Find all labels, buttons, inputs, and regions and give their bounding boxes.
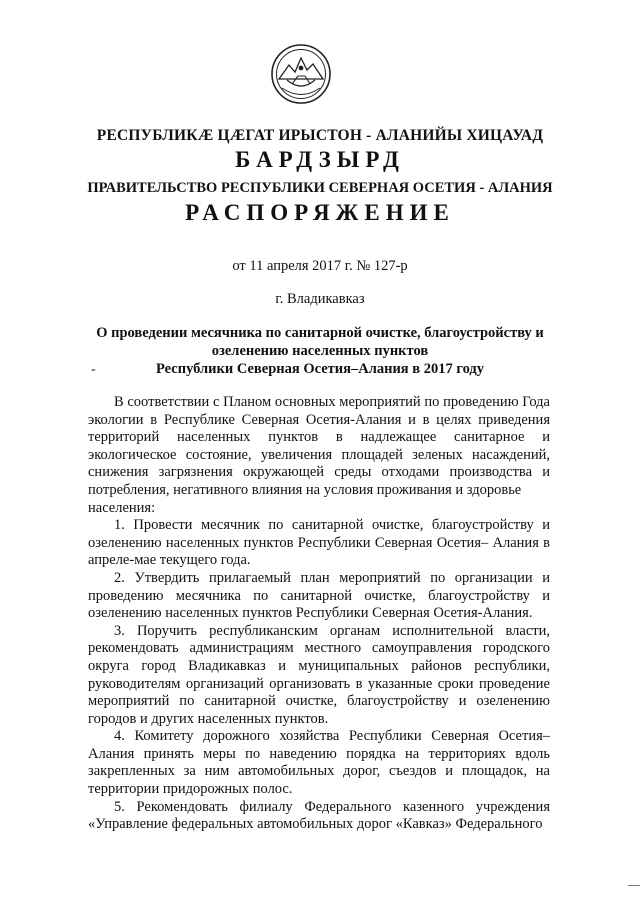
document-body — [88, 394, 550, 834]
intro-paragraph: В соответствии с Планом основных мероприятий по проведению Года экологии в Республике Северная Осетия-Алания и в целях приведения территорий населенных пунктов в надлежащее санитарное и экологическое состояние, увеличения площадей зеленых насаждений, снижения загрязнения окружающей среды отходами производства и потребления, негативного влияния на условия проживания и здоровье — [88, 394, 550, 498]
ossetian-document-type: БАРДЗЫРД — [235, 147, 405, 172]
title-line: озеленению населенных пунктов — [211, 343, 429, 359]
document-title — [60, 324, 580, 378]
title-line: О проведении месячника по санитарной очистке, благоустройству и — [96, 325, 544, 341]
coat-of-arms-emblem — [270, 43, 332, 105]
intro-paragraph-end: населения: — [88, 499, 156, 516]
list-item: 4. Комитету дорожного хозяйства Республики Северная Осетия–Алания принять меры по наведению порядка на территориях вдоль закрепленных за ним автомобильных дорог, съездов и площадок, на территории придорожных полос. — [88, 728, 550, 798]
ossetian-header: РЕСПУБЛИКÆ ЦÆГАТ ИРЫСТОН - АЛАНИЙЫ ХИЦАУАД — [96, 127, 544, 144]
list-item: 3. Поручить республиканским органам исполнительной власти, рекомендовать администрациям местного самоуправления городского округа город Владикавказ и муниципальных районов республики, руководителям организаций организовать в указанные сроки проведение мероприятий по санитарной очистке, благоустройству и озеленению городов и других населенных пунктов. — [88, 622, 550, 727]
list-item: 2. Утвердить прилагаемый план мероприятий по организации и проведению месячника по санитарной очистке, благоустройству и озеленению населенных пунктов Республики Северная Осетия-Алания. — [88, 569, 550, 622]
city: г. Владикавказ — [275, 291, 365, 307]
scan-edge-mark — [628, 885, 640, 886]
list-item: 1. Провести месячник по санитарной очистке, благоустройству и озеленению населенных пунктов Республики Северная Осетия– Алания в апреле-мае текущего года. — [88, 517, 550, 569]
government-name: ПРАВИТЕЛЬСТВО РЕСПУБЛИКИ СЕВЕРНАЯ ОСЕТИЯ - АЛАНИЯ — [87, 180, 553, 196]
document-type: РАСПОРЯЖЕНИЕ — [185, 200, 455, 225]
list-item: 5. Рекомендовать филиалу Федерального казенного учреждения «Управление федеральных автомобильных дорог «Кавказ» Федерального — [88, 798, 550, 833]
title-line: Республики Северная Осетия–Алания в 2017 году — [156, 361, 484, 377]
stray-dash-mark: - — [91, 362, 96, 377]
date-and-number: от 11 апреля 2017 г. № 127-р — [232, 258, 408, 274]
